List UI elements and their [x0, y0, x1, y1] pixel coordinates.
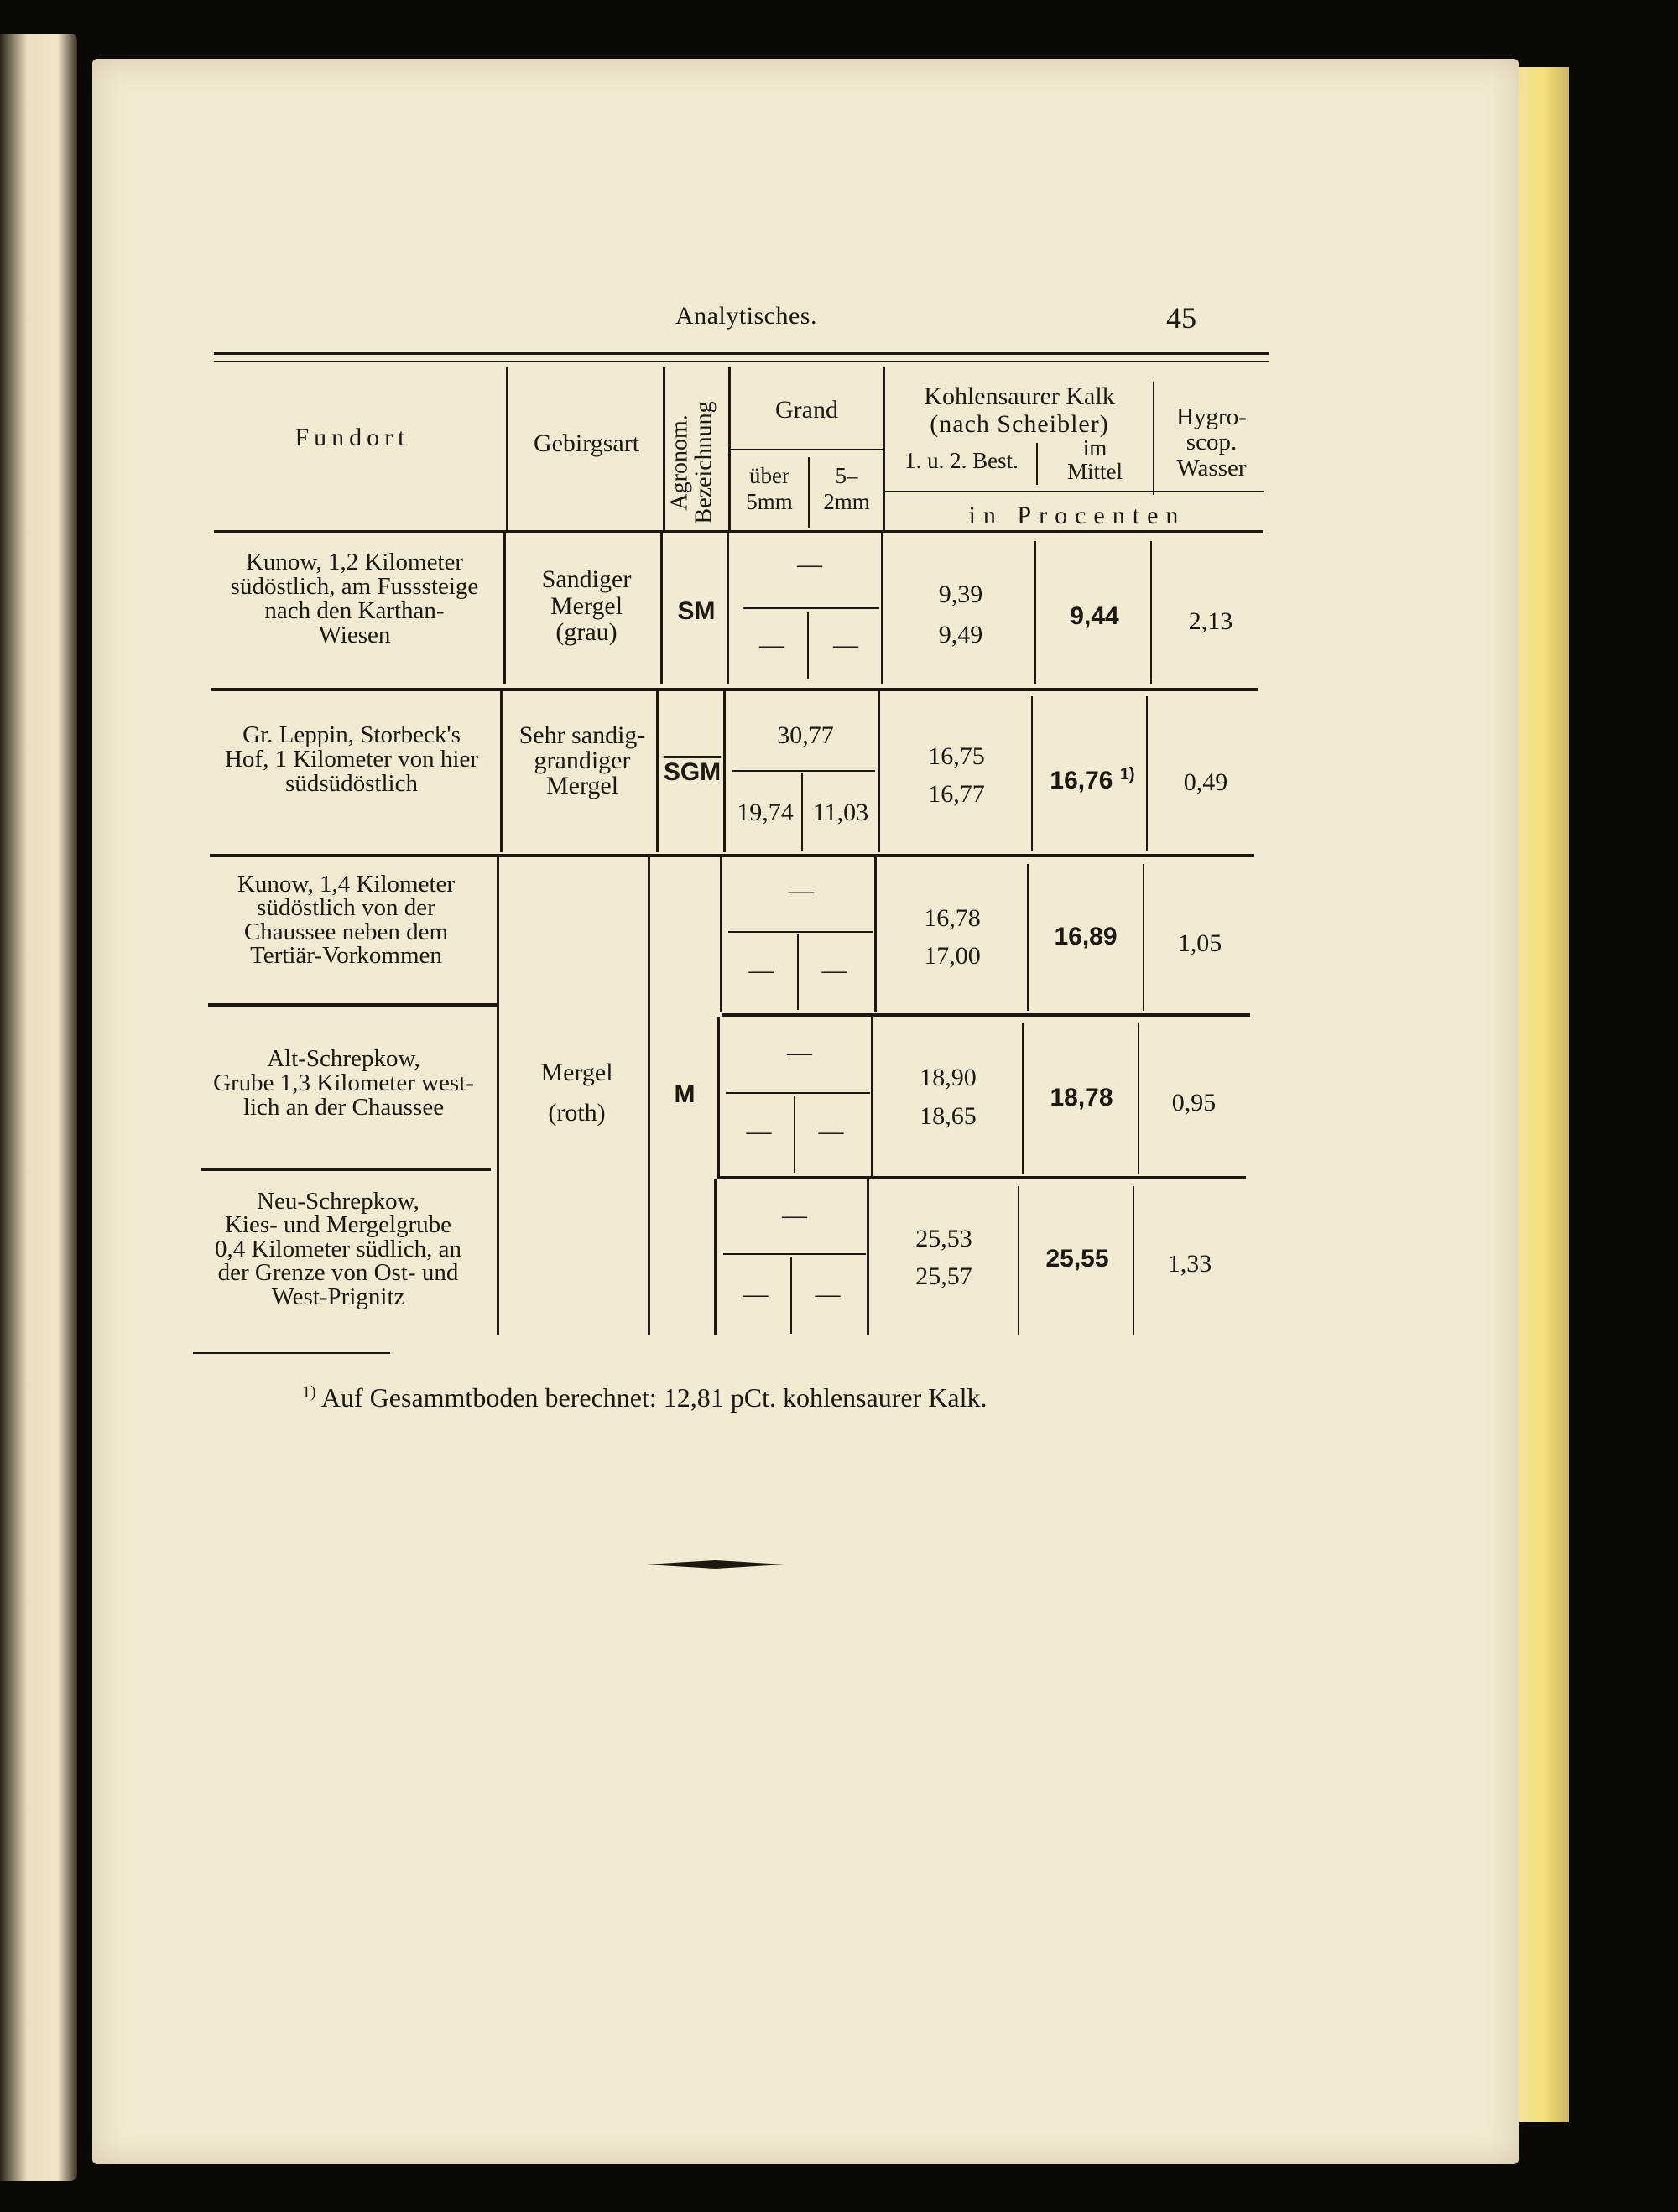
row4-grand-ueber: — — [746, 1117, 772, 1145]
row3-grand-ueber: — — [748, 956, 774, 984]
top-rule-1 — [214, 352, 1269, 355]
row3-grand-5-2: — — [821, 956, 847, 984]
header-gebirgsart: Gebirgsart — [533, 429, 640, 457]
header-agronom-bezeichnung: Agronom. Bezeichnung — [666, 401, 717, 524]
row3-best-1: 16,78 — [924, 904, 981, 932]
row4-grand-5-2: — — [818, 1117, 844, 1145]
page-number: 45 — [1166, 301, 1196, 335]
row2-best-2: 16,77 — [928, 780, 985, 808]
row2-gebirgsart: Sehr sandig- grandiger Mergel — [519, 721, 646, 799]
row5-grand-total: — — [782, 1201, 807, 1229]
row4-fundort: Alt-Schrepkow, Grube 1,3 Kilometer west- lich an der Chaussee — [213, 1045, 474, 1121]
merged-gebirgsart: Mergel (roth) — [540, 1059, 613, 1127]
row1-best-1: 9,39 — [938, 580, 983, 608]
header-fundort: Fundort — [294, 424, 410, 451]
running-head: Analytisches. — [675, 302, 817, 330]
row5-fundort: Neu-Schrepkow, Kies- und Mergelgrube 0,4 Kilometer südlich, an der Grenze von Ost- und West-Prignitz — [215, 1188, 461, 1310]
header-grand-5-2: 5– 2mm — [823, 463, 870, 515]
row1-bezeichnung: SM — [677, 597, 716, 625]
row4-mittel: 18,78 — [1050, 1084, 1113, 1111]
row2-hygro: 0,49 — [1183, 768, 1228, 796]
header-in-procenten: in Procenten — [968, 502, 1186, 529]
row5-grand-ueber: — — [743, 1280, 769, 1308]
footnote-rule — [193, 1352, 390, 1354]
row2-grand-5-2: 11,03 — [812, 799, 869, 826]
header-mittel: im Mittel — [1067, 435, 1123, 485]
row2-best-1: 16,75 — [928, 742, 985, 770]
merged-bezeichnung: M — [674, 1080, 696, 1108]
row1-best-2: 9,49 — [938, 621, 983, 648]
row3-best-2: 17,00 — [924, 942, 981, 970]
row5-mittel: 25,55 — [1045, 1245, 1109, 1273]
footnote: $^{1)}$ Auf Gesammtboden berechnet: 12,81 pCt. kohlensaurer Kalk. — [302, 1382, 988, 1413]
row3-mittel: 16,89 — [1054, 923, 1118, 950]
row5-best-2: 25,57 — [915, 1262, 972, 1290]
row1-grand-ueber: — — [759, 631, 784, 658]
header-best: 1. u. 2. Best. — [904, 448, 1019, 473]
row1-gebirgsart: Sandiger Mergel (grau) — [541, 565, 632, 646]
row1-fundort: Kunow, 1,2 Kilometer südöstlich, am Fusssteige nach den Karthan- Wiesen — [230, 549, 479, 648]
row5-grand-5-2: — — [815, 1280, 841, 1308]
header-grand-ueber: über 5mm — [746, 463, 793, 515]
row2-grand-ueber: 19,74 — [737, 799, 794, 826]
left-page-edge — [0, 34, 77, 2181]
row4-best-1: 18,90 — [920, 1064, 977, 1091]
header-grand: Grand — [775, 396, 838, 424]
row3-grand-total: — — [789, 877, 814, 904]
row2-mittel: 16,76 $^{1)}$ — [1050, 765, 1135, 794]
row1-mittel: 9,44 — [1070, 602, 1119, 630]
row5-best-1: 25,53 — [915, 1225, 972, 1252]
row1-grand-5-2: — — [833, 631, 858, 658]
row2-grand-total: 30,77 — [777, 721, 834, 749]
row3-hygro: 1,05 — [1177, 929, 1222, 957]
header-hygroscop-wasser: Hygro- scop. Wasser — [1176, 403, 1247, 481]
row1-hygro: 2,13 — [1188, 607, 1233, 635]
top-rule-2 — [214, 361, 1269, 362]
row4-best-2: 18,65 — [920, 1102, 977, 1130]
row5-hygro: 1,33 — [1167, 1250, 1212, 1278]
row1-grand-total: — — [797, 550, 822, 578]
row2-fundort: Gr. Leppin, Storbeck's Hof, 1 Kilometer von hier südsüdöstlich — [224, 721, 478, 797]
row4-grand-total: — — [787, 1038, 812, 1066]
row3-fundort: Kunow, 1,4 Kilometer südöstlich von der Chaussee neben dem Tertiär-Vorkommen — [237, 871, 456, 970]
header-kohlensaurer-kalk: Kohlensaurer Kalk (nach Scheibler) — [924, 383, 1115, 438]
row4-hygro: 0,95 — [1171, 1089, 1217, 1116]
row2-bezeichnung: $\overline{SGM}$ — [663, 758, 722, 786]
